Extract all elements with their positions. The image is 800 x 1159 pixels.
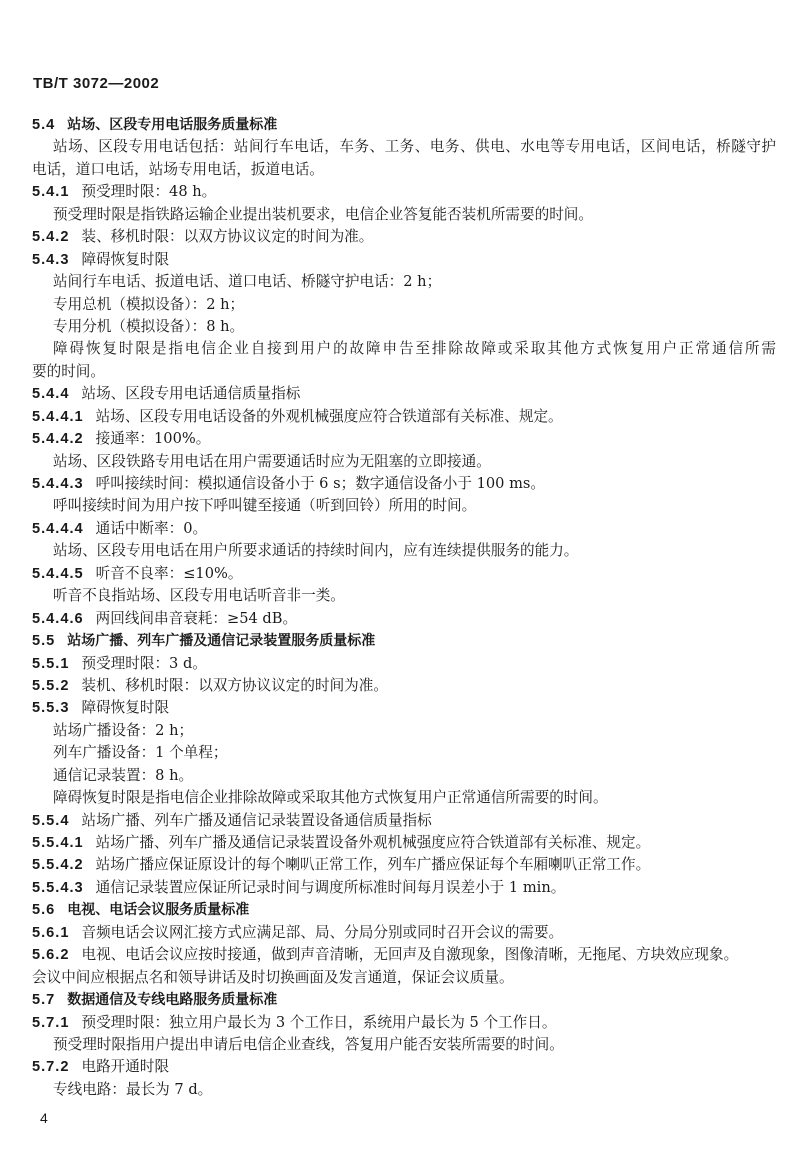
clause (32, 697, 776, 719)
clause-text: 装机、移机时限：以双方协议议定的时间为准。 (81, 676, 388, 694)
clause-text: 呼叫接续时间：模拟通信设备小于 6 s；数字通信设备小于 100 ms。 (95, 475, 545, 492)
clause (32, 810, 776, 832)
clause-text: 站场、区段专用电话服务质量标准 (67, 117, 278, 133)
clause-number: 5.5.4 (32, 812, 70, 829)
clause-text: 会议中间应根据点名和领导讲话及时切换画面及发言通道，保证会议质量。 (32, 968, 514, 986)
clause-text: 障碍恢复时限 (81, 250, 170, 268)
clause-text: 通信记录装置：8 h。 (53, 766, 194, 784)
clause-text: 通信记录装置应保证所记录时间与调度所标准时间每月误差小于 1 min。 (95, 878, 566, 896)
clause-text: 站场、区段专用电话设备的外观机械强度应符合铁道部有关标准、规定。 (95, 407, 563, 425)
clause-number: 5.4.4 (32, 386, 70, 403)
clause-text: 站场、区段专用电话在用户所要求通话的持续时间内，应有连续提供服务的能力。 (53, 542, 579, 560)
clause-number: 5.6 (32, 902, 56, 919)
clause-text: 站场、区段铁路专用电话在用户需要通话时应为无阻塞的立即接通。 (53, 452, 491, 470)
clause (32, 518, 776, 540)
paragraph-line (32, 136, 776, 158)
clause-text: 列车广播设备：1 个单程； (53, 744, 228, 762)
clause (32, 922, 776, 944)
clause-text: 预受理时限：独立用户最长为 3 个工作日，系统用户最长为 5 个工作日。 (81, 1013, 557, 1031)
clause-number: 5.4.4.2 (32, 431, 84, 448)
clause (32, 473, 776, 495)
clause-text: 通话中断率：0。 (95, 519, 208, 537)
clause-number: 5.4.1 (32, 184, 70, 201)
paragraph-line (32, 540, 776, 562)
document-header: TB/T 3072—2002 (33, 75, 160, 92)
clause-text: 站场广播应保证原设计的每个喇叭正常工作，列车广播应保证每个车厢喇叭正常工作。 (95, 856, 651, 874)
clause-text: 预受理时限：48 h。 (81, 183, 217, 201)
clause-text: 音频电话会议网汇接方式应满足部、局、分局分别或同时召开会议的需要。 (81, 923, 564, 941)
clause-number: 5.4.4.1 (32, 408, 84, 425)
clause-text: 站场广播设备：2 h； (53, 721, 194, 739)
clause-number: 5.5.1 (32, 655, 70, 672)
paragraph-line (32, 159, 776, 181)
paragraph-line (32, 742, 776, 764)
clause-text: 听音不良率：≤10%。 (95, 564, 243, 582)
clause (32, 832, 776, 854)
clause-number: 5.7 (32, 992, 56, 1009)
clause-text: 站场、区段专用电话包括：站间行车电话，车务、工务、电务、供电、水电等专用电话，区间电话，桥隧守护 (53, 138, 776, 156)
clause (32, 249, 776, 271)
clause (32, 226, 776, 248)
clause (32, 563, 776, 585)
clause-number: 5.4.4.6 (32, 610, 84, 627)
clause-text: 电视、电话会议服务质量标准 (67, 902, 250, 919)
paragraph-line (32, 585, 776, 607)
clause (32, 675, 776, 697)
clause (32, 181, 776, 203)
clause-text: 预受理时限：3 d。 (81, 654, 207, 672)
paragraph-line (32, 271, 776, 293)
clause-number: 5.5.4.1 (32, 835, 84, 851)
clause-number: 5.4.4.4 (32, 520, 84, 537)
paragraph-line (32, 765, 776, 787)
clause-number: 5.4.4.3 (32, 476, 84, 492)
section-heading (32, 899, 776, 921)
paragraph-line (32, 1079, 776, 1101)
clause-text: 两回线间串音衰耗：≥54 dB。 (95, 609, 298, 627)
paragraph-line (32, 316, 776, 338)
clause (32, 854, 776, 876)
clause-number: 5.5.4.2 (32, 857, 84, 874)
clause-text: 要的时间。 (32, 362, 105, 380)
clause (32, 944, 776, 966)
clause-text: 站场广播、列车广播及通信记录装置设备外观机械强度应符合铁道部有关标准、规定。 (95, 834, 651, 851)
clause-number: 5.7.1 (32, 1014, 70, 1031)
clause-text: 电视、电话会议应按时接通，做到声音清晰，无回声及自激现象，图像清晰，无拖尾、方块效应现象。 (81, 946, 739, 964)
clause (32, 406, 776, 428)
clause-text: 电话，道口电话，站场专用电话，扳道电话。 (32, 160, 324, 178)
clause-number: 5.5.3 (32, 700, 70, 717)
clause-number: 5.5 (32, 633, 56, 650)
clause (32, 653, 776, 675)
clause-text: 装、移机时限：以双方协议议定的时间为准。 (81, 228, 374, 246)
clause-number: 5.6.1 (32, 924, 70, 941)
paragraph-line (32, 294, 776, 316)
clause-number: 5.4 (32, 117, 56, 133)
clause-text: 接通率：100%。 (95, 430, 211, 448)
clause-number: 5.4.3 (32, 251, 70, 268)
section-heading (32, 630, 776, 652)
clause-number: 5.6.2 (32, 947, 70, 964)
paragraph-line (32, 338, 776, 360)
section-heading (32, 114, 776, 136)
page-number: 4 (40, 1110, 48, 1126)
document-body (32, 114, 776, 1101)
clause-text: 预受理时限指用户提出申请后电信企业查线，答复用户能否安装所需要的时间。 (53, 1035, 564, 1053)
clause-text: 专线电路：最长为 7 d。 (53, 1080, 213, 1098)
clause-text: 障碍恢复时限是指电信企业排除故障或采取其他方式恢复用户正常通信所需要的时间。 (53, 789, 608, 807)
paragraph-line (32, 204, 776, 226)
clause (32, 877, 776, 899)
paragraph-line (32, 967, 776, 989)
paragraph-line (32, 361, 776, 383)
section-heading (32, 989, 776, 1011)
clause-text: 站场、区段专用电话通信质量指标 (81, 385, 301, 403)
clause-text: 预受理时限是指铁路运输企业提出装机要求，电信企业答复能否装机所需要的时间。 (53, 205, 593, 223)
clause-number: 5.7.2 (32, 1059, 70, 1076)
clause-text: 数据通信及专线电路服务质量标准 (67, 992, 278, 1009)
clause-text: 听音不良指站场、区段专用电话听音非一类。 (53, 587, 345, 605)
paragraph-line (32, 720, 776, 742)
clause (32, 1056, 776, 1078)
clause-number: 5.5.2 (32, 677, 70, 694)
clause-number: 5.4.2 (32, 229, 70, 246)
clause (32, 608, 776, 630)
clause-number: 5.5.4.3 (32, 879, 84, 896)
clause-text: 站间行车电话、扳道电话、道口电话、桥隧守护电话：2 h； (53, 273, 442, 291)
paragraph-line (32, 787, 776, 809)
clause-text: 站场广播、列车广播及通信记录装置设备通信质量指标 (81, 811, 432, 829)
clause-text: 障碍恢复时限 (81, 699, 170, 717)
clause (32, 1012, 776, 1034)
clause-text: 专用总机（模拟设备）：2 h； (53, 295, 245, 313)
clause-text: 障碍恢复时限是指电信企业自接到用户的故障申告至排除故障或采取其他方式恢复用户正常通信所需 (53, 340, 776, 358)
clause-text: 呼叫接续时间为用户按下呼叫键至接通（听到回铃）所用的时间。 (53, 497, 477, 515)
clause (32, 383, 776, 405)
clause (32, 428, 776, 450)
clause-number: 5.4.4.5 (32, 565, 84, 582)
clause-text: 站场广播、列车广播及通信记录装置服务质量标准 (67, 633, 376, 650)
clause-text: 专用分机（模拟设备）：8 h。 (53, 317, 245, 335)
paragraph-line (32, 495, 776, 517)
paragraph-line (32, 451, 776, 473)
paragraph-line (32, 1034, 776, 1056)
clause-text: 电路开通时限 (81, 1058, 170, 1076)
